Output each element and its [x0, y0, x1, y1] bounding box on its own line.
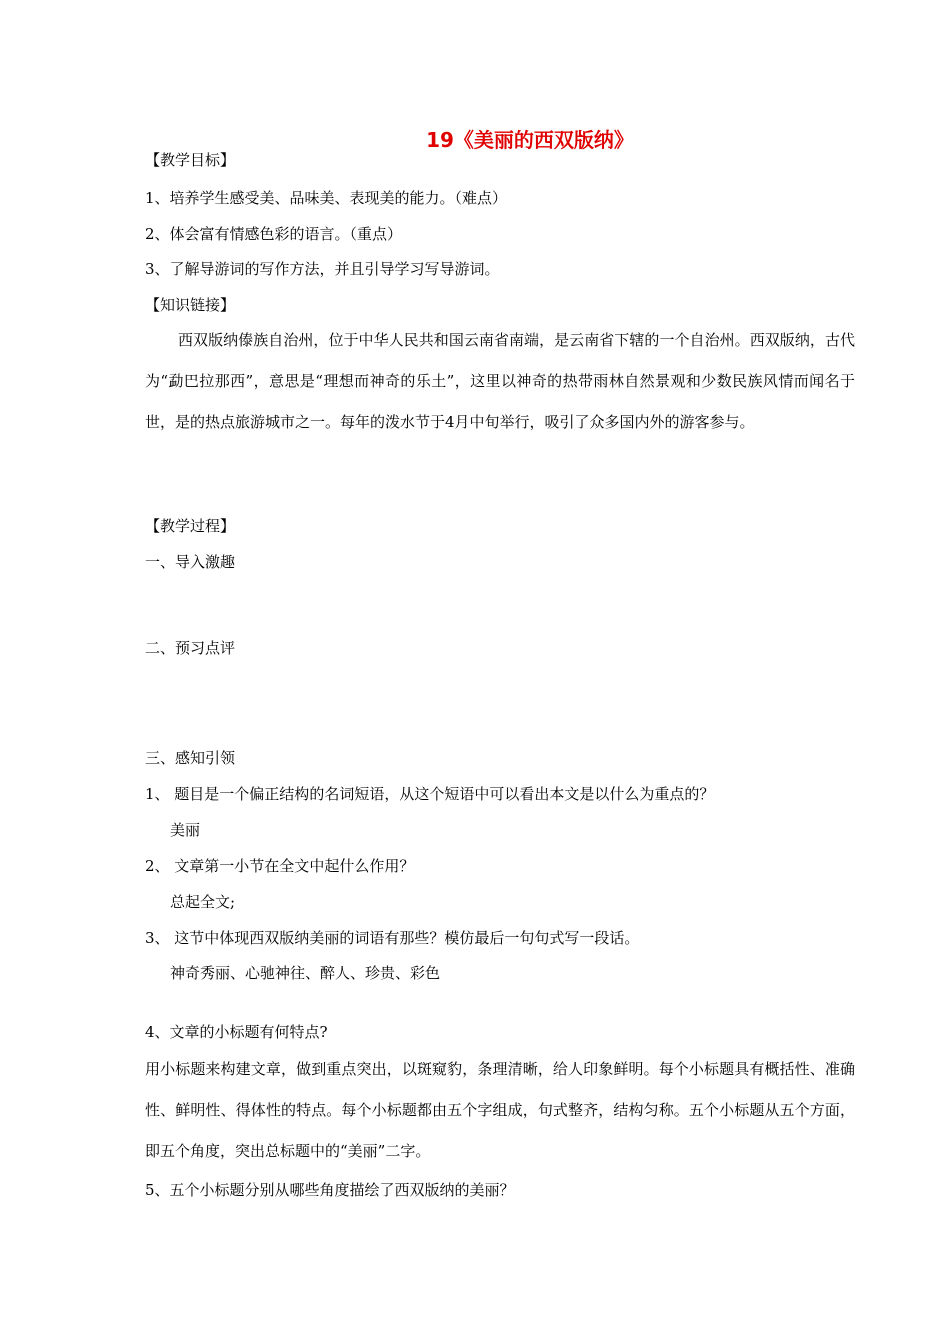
document-title: 19《美丽的西双版纳》: [426, 128, 634, 152]
answer-2: 总起全文;: [170, 893, 236, 911]
question-1: 1、 题目是一个偏正结构的名词短语，从这个短语中可以看出本文是以什么为重点的？: [145, 785, 715, 803]
question-5: 5、五个小标题分别从哪些角度描绘了西双版纳的美丽？: [145, 1181, 515, 1199]
objectives-heading: 【教学目标】: [145, 151, 236, 169]
question-2: 2、 文章第一小节在全文中起什么作用？: [145, 857, 415, 875]
knowledge-paragraph: 西双版纳傣族自治州，位于中华人民共和国云南省南端，是云南省下辖的一个自治州。西双版纳，古代为“勐巴拉那西”，意思是“理想而神奇的乐土”，这里以神奇的热带雨林自然景观和少数民族风情而闻名于世，是的热点旅游城市之一。每年的泼水节于4月中旬举行，吸引了众多国内外的游客参与。: [145, 331, 855, 431]
process-heading: 【教学过程】: [145, 517, 236, 535]
question-3: 3、 这节中体现西双版纳美丽的词语有那些？模仿最后一句句式写一段话。: [145, 929, 640, 947]
objective-item-3: 3、了解导游词的写作方法，并且引导学习写导游词。: [145, 260, 500, 278]
section-perception: 三、感知引领: [145, 749, 236, 767]
objective-item-2: 2、体会富有情感色彩的语言。（重点）: [145, 225, 403, 243]
section-preview: 二、预习点评: [145, 639, 236, 657]
section-intro: 一、导入激趣: [145, 553, 236, 571]
answer-1: 美丽: [170, 821, 201, 839]
answer-3: 神奇秀丽、心驰神往、醉人、珍贵、彩色: [170, 964, 441, 982]
objective-item-1: 1、培养学生感受美、品味美、表现美的能力。（难点）: [145, 189, 508, 207]
answer-4: 用小标题来构建文章，做到重点突出，以斑窥豹，条理清晰，给人印象鲜明。每个小标题具有概括性、准确性、鲜明性、得体性的特点。每个小标题都由五个字组成，句式整齐，结构匀称。五个小标题从五个方面，即五个角度，突出总标题中的“美丽”二字。: [145, 1060, 855, 1160]
question-4: 4、文章的小标题有何特点?: [145, 1023, 328, 1041]
knowledge-heading: 【知识链接】: [145, 296, 236, 314]
